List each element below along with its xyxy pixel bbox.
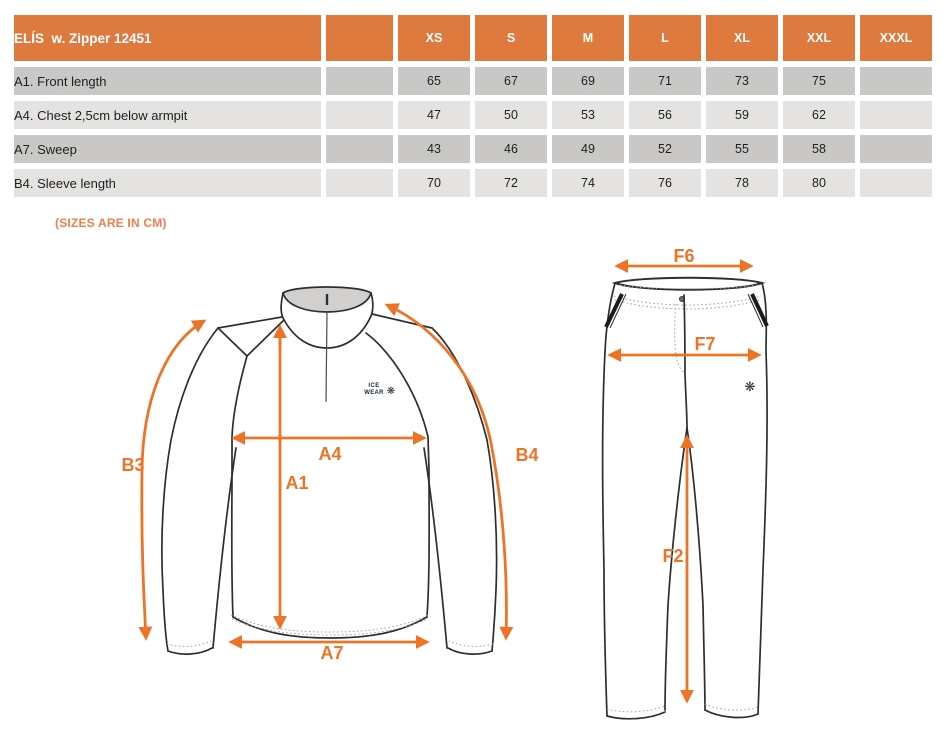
table-header-row <box>14 15 932 61</box>
value-cell: 72 <box>475 169 547 197</box>
value-cell: 49 <box>552 135 624 163</box>
f6-label: F6 <box>673 246 695 266</box>
value-cell: 73 <box>706 67 778 95</box>
pants-snowflake-icon: ❋ <box>744 380 756 395</box>
spacer-cell <box>326 15 393 61</box>
size-header-xl: XL <box>706 15 778 61</box>
value-cell <box>860 135 932 163</box>
value-cell: 70 <box>398 169 470 197</box>
size-diagram <box>0 240 949 754</box>
size-header-xxl: XXL <box>783 15 855 61</box>
b4-arrow <box>387 305 506 638</box>
value-cell: 52 <box>629 135 701 163</box>
value-cell: 53 <box>552 101 624 129</box>
spacer-cell <box>326 67 393 95</box>
b3-arrow <box>142 321 204 638</box>
spacer-cell <box>326 169 393 197</box>
value-cell: 69 <box>552 67 624 95</box>
row-label: B4. Sleeve length <box>14 169 321 197</box>
spacer-cell <box>326 101 393 129</box>
zipper-line <box>326 312 327 402</box>
row-label: A1. Front length <box>14 67 321 95</box>
table-row <box>14 135 932 163</box>
value-cell: 50 <box>475 101 547 129</box>
waist-opening <box>615 278 762 290</box>
value-cell: 74 <box>552 169 624 197</box>
value-cell: 67 <box>475 67 547 95</box>
value-cell: 62 <box>783 101 855 129</box>
table-row <box>14 101 932 129</box>
size-header-xxxl: XXXL <box>860 15 932 61</box>
icewear-logo <box>364 383 395 397</box>
value-cell <box>860 169 932 197</box>
value-cell <box>860 67 932 95</box>
table-row <box>14 67 932 95</box>
size-header-m: M <box>552 15 624 61</box>
size-header-l: L <box>629 15 701 61</box>
size-table <box>9 9 937 203</box>
pants-drawing <box>603 278 767 719</box>
value-cell: 76 <box>629 169 701 197</box>
value-cell: 46 <box>475 135 547 163</box>
value-cell: 75 <box>783 67 855 95</box>
row-label: A4. Chest 2,5cm below armpit <box>14 101 321 129</box>
size-header-s: S <box>475 15 547 61</box>
sweater-drawing <box>162 287 497 654</box>
sizes-note: (SIZES ARE IN CM) <box>55 216 167 230</box>
value-cell: 71 <box>629 67 701 95</box>
value-cell <box>860 101 932 129</box>
logo-snowflake-icon: ❋ <box>386 386 396 397</box>
b4-label: B4 <box>515 445 539 465</box>
f2-label: F2 <box>662 546 684 566</box>
value-cell: 56 <box>629 101 701 129</box>
spacer-cell <box>326 135 393 163</box>
value-cell: 55 <box>706 135 778 163</box>
value-cell: 59 <box>706 101 778 129</box>
value-cell: 43 <box>398 135 470 163</box>
value-cell: 78 <box>706 169 778 197</box>
row-label: A7. Sweep <box>14 135 321 163</box>
a7-label: A7 <box>320 643 344 663</box>
value-cell: 47 <box>398 101 470 129</box>
size-header-xs: XS <box>398 15 470 61</box>
a1-label: A1 <box>285 473 309 493</box>
value-cell: 80 <box>783 169 855 197</box>
logo-text-ice: ICE <box>368 383 380 389</box>
table-row <box>14 169 932 197</box>
value-cell: 65 <box>398 67 470 95</box>
a4-label: A4 <box>318 444 342 464</box>
sweater-arrows <box>121 305 538 663</box>
b3-label: B3 <box>121 455 145 475</box>
value-cell: 58 <box>783 135 855 163</box>
product-title: ELÍS w. Zipper 12451 <box>14 15 321 61</box>
f7-label: F7 <box>694 334 716 354</box>
logo-text-wear: WEAR <box>364 390 384 396</box>
